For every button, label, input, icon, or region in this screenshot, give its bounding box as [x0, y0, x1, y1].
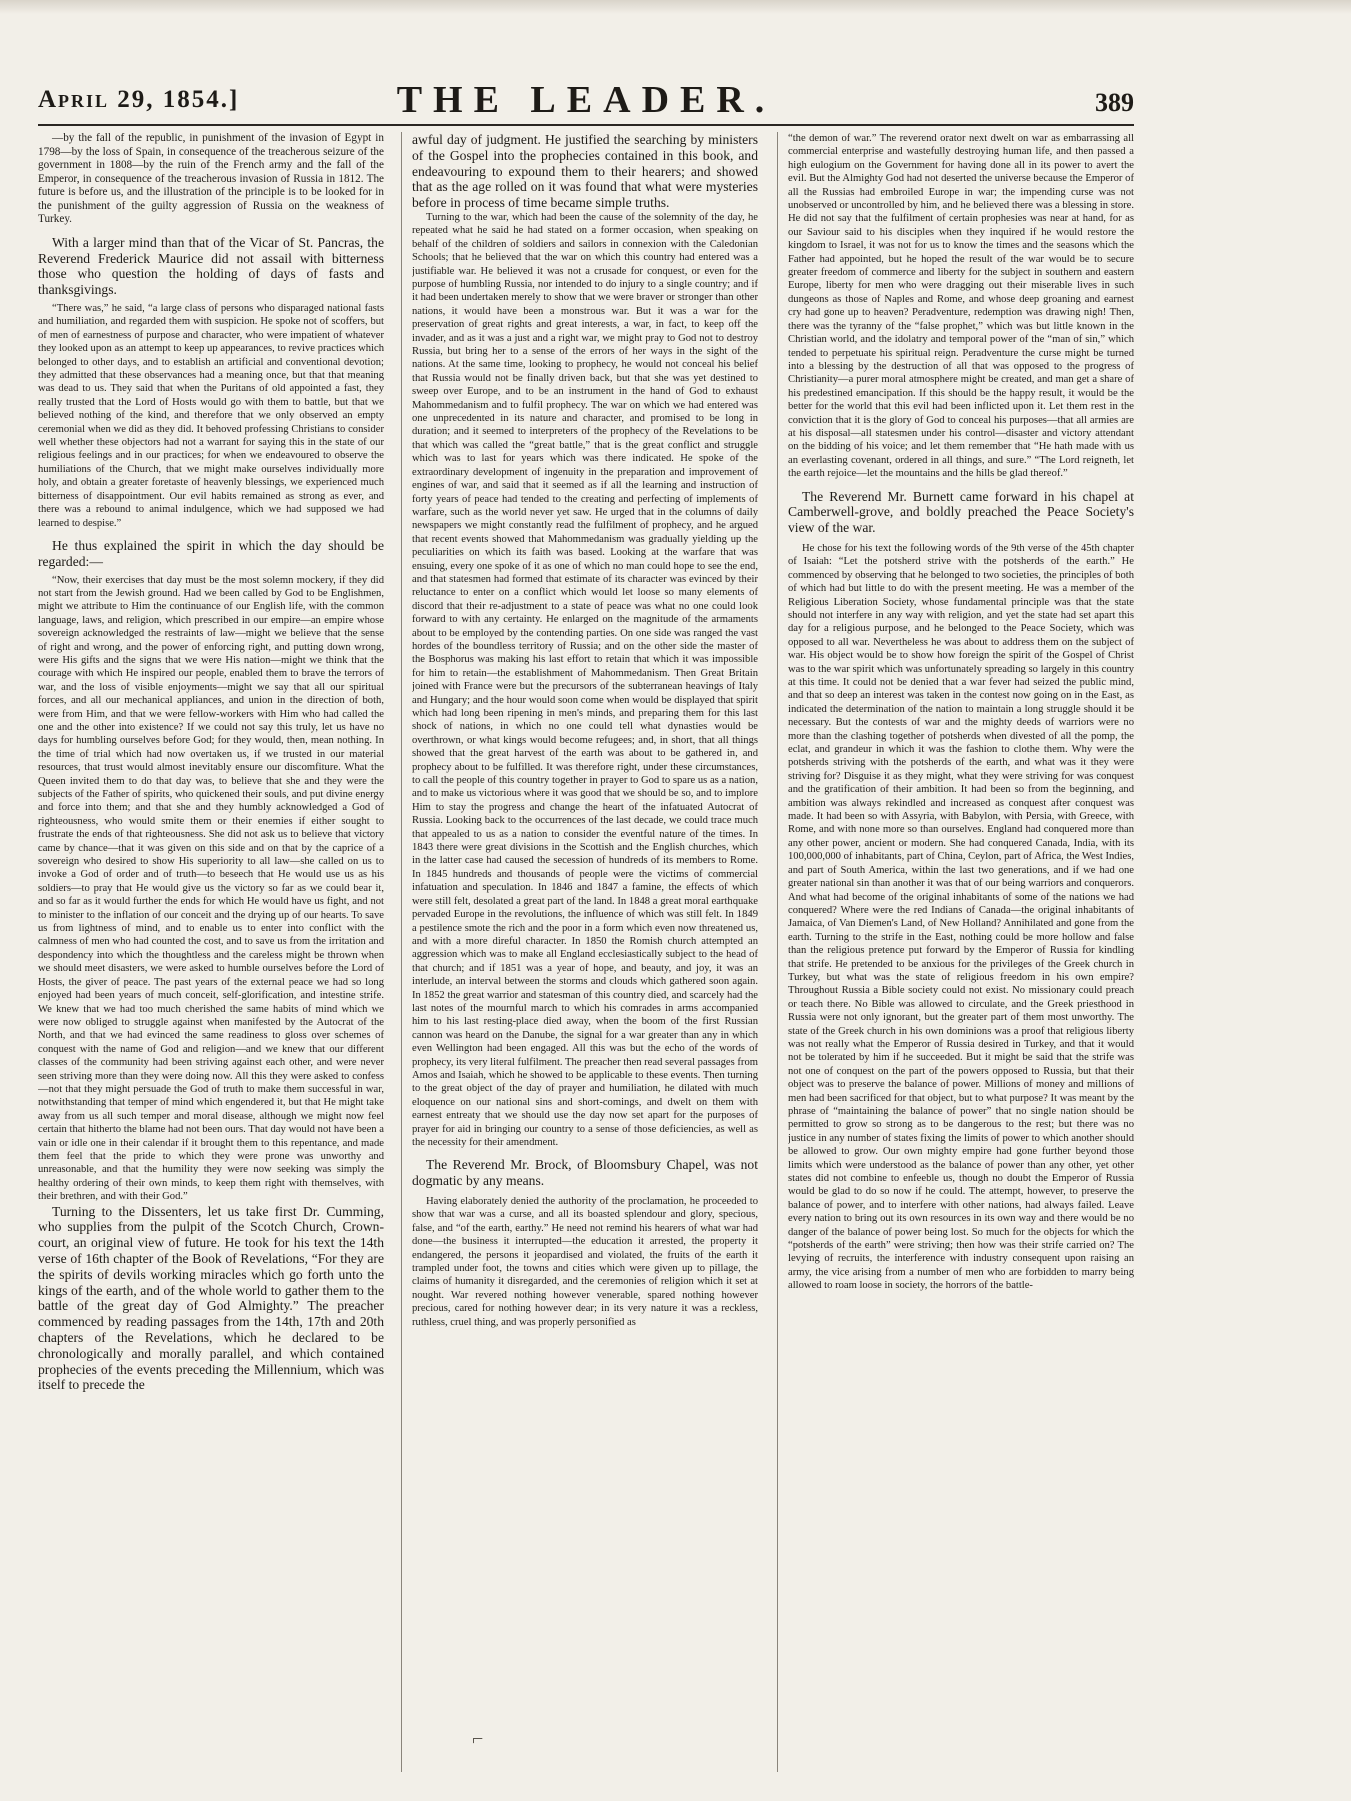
column-3	[788, 132, 1134, 1782]
paragraph-quotenoindent: “the demon of war.” The reverend orator next dwelt on war as embarrassing all commercial enterprise and wastefully destroying human life, and then passed a high eulogium on the Government for having done all in its power to avert the evil. But the Almighty God had not deserted the universe because the Emperor of all the Russias had embroiled Europe in war; the impending curse was not unobserved or uncontrolled by him, and he believed there was a blessing in store. He did not say that the fulfilment of certain prophesies was near at hand, for as our Saviour said to his disciples when they inquired if he would restore the kingdom to Israel, it was not for us to know the times and the seasons which the Father had appointed, but he hoped the result of the war would be to secure greater freedom of commerce and liberty for the subject in southern and eastern Europe, liberty for men who were dragging out their miserable lives in such dungeons as those of Naples and Rome, and whose deep groaning and earnest cry had gone up to heaven? Peradventure, redemption was drawing nigh! Then, there was the tyranny of the “false prophet,” which was but little known in the Christian world, and the idolatry and temporal power of the “man of sin,” which tended to perpetuate his spiritual reign. Peradventure the curse might be turned into a blessing by the destruction of all that was opposed to the progress of Christianity—a purer moral atmosphere might be created, and man get a share of his predestined emancipation. If this should be the happy result, it would be the better for the world that this evil had been inflicted upon it. Let them rest in the conviction that it is the glory of God to conceal his purposes—that all armies are at his disposal—all statesmen under his control—disaster and victory attendant on the bidding of his voice; and let them remember that “He hath made with us an everlasting covenant, ordered in all things, and sure.” “The Lord reigneth, let the earth rejoice—let the mountains and the hills be glad thereof.”	[788, 133, 1134, 480]
paragraph-lead: He thus explained the spirit in which the day should be regarded:—	[38, 537, 384, 569]
paragraph-text: —by the fall of the republic, in punishment of the invasion of Egypt in 1798—by the loss of Spain, in consequence of the treacherous seizure of the government in 1808—by the ruin of the French army and the fall of the Emperor, in consequence of the treacherous invasion of Russia in 1812. The future is before us, and the illustration of the principle is to be looked for in the punishment of the guilty aggression of Russia on the weakness of Turkey.	[38, 132, 384, 226]
paragraph-subhead: The Reverend Mr. Brock, of Bloomsbury Chapel, was not dogmatic by any means.	[412, 1157, 758, 1189]
column-divider	[777, 132, 778, 1772]
paragraph-lead: With a larger mind than that of the Vicar of St. Pancras, the Reverend Frederick Maurice did not assail with bitterness those who question the holding of days of fasts and thanksgivings.	[38, 234, 384, 298]
paragraph-bignoindent: awful day of judgment. He justified the searching by ministers of the Gospel into the prophecies contained in this book, and endeavouring to expound them to their hearers; and showed that as the age rolled on it was found that what were mysteries before in process of time became simple truths.	[412, 132, 758, 211]
paragraph-quote: “There was,” he said, “a large class of persons who disparaged national fasts and humiliation, and regarded them with suspicion. He spoke not of scoffers, but of men of earnestness of purpose and character, who were impatient of whatever they looked upon as an attempt to keep up appearances, to revive practices which belonged to other days, and to establish an artificial and conventional devotion; they admitted that these observances had a meaning once, but that that meaning was dead to us. They said that when the Puritans of old appointed a fast, they really trusted that the Lord of Hosts would go with them to battle, but that we believed nothing of the kind, and therefore that we only observed an empty ceremonial when we did as they did. It behoved professing Christians to consider well whether these objectors had not a warrant for saying this in the state of our religious feelings and in our practices; for when we endeavoured to observe the humiliations of the Church, that we might make ourselves individually more holy, and obtain a greater foretaste of heavenly blessings, we experienced much bitterness of disappointment. Our evil habits remained as strong as ever, and there was a rebound to animal indulgence, which we had supposed we had learned to despise.”	[38, 303, 384, 529]
column-2	[412, 132, 758, 1782]
paragraph-big: Turning to the Dissenters, let us take first Dr. Cumming, who supplies from the pulpit of the Scotch Church, Crown-court, an original view of future. He took for his text the 14th verse of 16th chapter of the Book of Revelations, “For they are the spirits of devils working miracles which go forth unto the kings of the earth, and of the whole world to gather them to the battle of the great day of God Almighty.” The preacher commenced by reading passages from the 14th, 17th and 20th chapters of the Revelations, which he declared to be chronologically and morally parallel, and which contained prophecies of the events preceding the Millennium, which was itself to precede the	[38, 1203, 384, 1393]
column-divider	[401, 132, 402, 1772]
stray-mark: ⌐	[472, 1728, 484, 1750]
column-1	[38, 132, 384, 1782]
page-number: 389	[1095, 88, 1134, 117]
paragraph-quote: He chose for his text the following words of the 9th verse of the 45th chapter of Isaiah: “Let the potsherd strive with the potsherds of the earth.” He commenced by observing that he belonged to two societies, the principles of both of which had but little to do with the present meeting. He was a member of the Religious Liberation Society, whose fundamental principle was that the state should not interfere in any way with religion, and yet the state had set apart this day for a religious purpose, and he belonged to the Peace Society, which was opposed to all war. Nevertheless he was about to address them on the subject of war. His object would be to show how foreign the spirit of the Gospel of Christ was to the war spirit which was unfortunately spreading so largely in this country at this time. It could not be denied that a war fever had seized the public mind, and that so deep an interest was taken in the contest now going on in the East, as indicated the determination of the nation to maintain a long struggle should it be necessary. But the contests of war and the mighty deeds of warriors were no more than the clashing together of potsherds when divested of all the pomp, the eclat, and grandeur in which it was the fashion to clothe them. Why were the potsherds striving with the potsherds of the earth, and what was it they were striving for? Disguise it as they might, what they were striving for was conquest and the gratification of their ambition. It had been so from the beginning, and ambition was always rekindled and increased as conquest after conquest was made. It had been so with Assyria, with Babylon, with Persia, with Greece, with Rome, and with none more so than ourselves. England had conquered more than any other power, ancient or modern. She had conquered Canada, India, with its 100,000,000 of inhabitants, part of China, Ceylon, part of Africa, the West Indies, and part of South America, within the last two generations, and if we had one greater national sin than another it was that of our being warriors and conquerors. And what had become of the original inhabitants of some of the nations we had conquered? Where were the red Indians of Canada—the original inhabitants of Jamaica, of Van Diemen's Land, of New Holland? Annihilated and gone from the earth. Turning to the strife in the East, nothing could be more hollow and false than the religious pretence put forward by the Emperor of Russia for kindling that strife. He pretended to be anxious for the privileges of the Greek church in Turkey, but what was the state of religious freedom in his own empire? Throughout Russia a Bible society could not exist. No missionary could preach or teach there. No Bible was allowed to circulate, and the Greek priesthood in Russia were not only ignorant, but the greater part of them most unworthy. The state of the Greek church in his own dominions was a proof that religious liberty was not really what the Emperor of Russia desired in Turkey, and that it would not be tolerated by him if he succeeded. But it might be said that the strife was not one of conquest on the part of the powers opposed to Russia, but that their object was to preserve the balance of power. Millions of money and millions of men had been sacrificed for that object, but to what purpose? It was meant by the phrase of “maintaining the balance of power” that no single nation should be permitted to grow so strong as to be dangerous to the rest; but there was no justice in any number of states fixing the limits of power to which another should be allowed to grow. Our own mighty empire had gone further beyond those limits which were understood as the balance of power than any other, yet other states did not combine to enfeeble us, though no doubt the Emperor of Russia would be glad to do so now if he could. The attempt, however, to preserve the balance of power, and to interfere with other nations, had always failed. Leave every nation to bring out its own resources in its own way and there would be no danger of the balance of power being lost. So much for the objects for which the “potsherds of the earth” were striving; then how was their strife carried on? The levying of recruits, the interference with industry consequent upon raising an army, the vice arising from a number of men who are forbidden to marry being allowed to roam loose in society, the horrors of the battle-	[788, 542, 1134, 1292]
page-top-edge	[0, 0, 1351, 14]
paragraph-quote: “Now, their exercises that day must be the most solemn mockery, if they did not start from the Jewish ground. Had we been called by God to be Englishmen, might we attribute to Him the continuance of our English life, with the common language, laws, and religion, which prescribed in our empire—an empire whose sovereign acknowledged the restraints of law—might we believe that the sense of right and wrong, and the power of enforcing right, and putting down wrong, were His gifts and the signs that we were His nation—might we think that the courage with which He inspired our people, enabled them to brave the terrors of war, and the loss of visible enjoyments—might we say that all our spiritual forces, and all our mechanical appliances, and union in the direction of both, were from Him, and that we were fellow-workers with Him who had called the one and the other into existence? If we could not say this truly, let us have no days for humbling ourselves before God; for they would, then, mean nothing. In the time of trial which had now overtaken us, if we trusted in our material resources, that trust would almost inevitably ensure our discomfiture. What the Queen invited them to do that day was, to believe that she and they were the subjects of the Father of spirits, who quickened their souls, and put divine energy and force into them; and that she and they humbly acknowledged a God of righteousness, who would smite them or their enemies if either sought to frustrate the ends of that righteousness. She did not ask us to believe that victory came by chance—that it was given on this side and on that by the caprice of a sovereign who desired to show His superiority to all law—she called on us to invoke a God of order and of truth—to beseech that He would use us as his soldiers—to pray that He would give us the victory so far as we could bear it, and so far as it would further the ends for which He would have us fight, and not to minister to the inflation of our conceit and the drying up of our hearts. To save us from lightness of mind, and to enable us to enter into conflict with the calmness of men who had counted the cost, and to save us from the irritation and despondency into which the thoughtless and the careless might be thrown when we should meet disasters, we were asked to humble ourselves before the Lord of Hosts, the giver of peace. The past years of the external peace we had so long enjoyed had been years of much conceit, self-glorification, and intestine strife. We knew that we had too much cherished the same habits of mind which we were now obliged to struggle against when manifested by the Autocrat of the North, and that we had evinced the same readiness to gloss over schemes of conquest with the name of God and religion—and we knew that our different classes of the community had been striving against each other, and were never seen striving more than they were doing now. All this they were asked to confess—not that they might persuade the God of truth to make them successful in war, notwithstanding that temper of mind which engendered it, but that He might take away from us all such temper and moral disease, although we might now feel certain that hitherto the blame had not been ours. That day would not have been a vain or idle one in their calendar if it brought them to this repentance, and made them feel that the pride to which they were prone was unworthy and unreasonable, and that the humility they were now seeking was simply the healthy ordering of their own minds, to keep them right with themselves, with their brethren, and with their God.”	[38, 574, 384, 1203]
issue-date: April 29, 1854.]	[38, 86, 240, 113]
masthead	[38, 76, 1134, 120]
paragraph-quote: Having elaborately denied the authority of the proclamation, he proceeded to show that war was a curse, and all its boasted splendour and glory, specious, false, and “of the earth, earthy.” He need not remind his hearers of what war had done—the business it interrupted—the education it arrested, the property it endangered, the persons it jeopardised and violated, the fruits of the earth it trampled under foot, the towns and cities which were given up to pillage, the claims of humanity it disregarded, and the ceremonies of religion which it set at nought. War revered nothing however venerable, spared nothing however precious, cared for nothing however dear; in its very nature it was a reckless, ruthless, cruel thing, and was properly personified as	[412, 1196, 758, 1328]
masthead-rule	[38, 124, 1134, 126]
newspaper-title: THE LEADER.	[396, 79, 776, 121]
paragraph-subhead: The Reverend Mr. Burnett came forward in his chapel at Camberwell-grove, and boldly preached the Peace Society's view of the war.	[788, 488, 1134, 536]
paragraph-quote: Turning to the war, which had been the cause of the solemnity of the day, he repeated what he said he had stated on a former occasion, when speaking on behalf of the children of soldiers and sailors in connexion with the Caledonian Schools; that he believed that the war on which this country had entered was a justifiable war. He believed it was not a crusade for conquest, or even for the purpose of humbling Russia, nor intended to do injury to a single country; and if it had been undertaken merely to show that we were braver or stronger than other nations, it would have been a monstrous war. But it was a war for the preservation of great rights and great interests, a war, in fact, to keep off the invader, and as it was a just and a right war, we might pray to God not to destroy Russia, but bring her to a sense of the errors of her ways in the sight of the nations. At the same time, looking to prophecy, he would not conceal his belief that Russia would not be finally driven back, but that she was yet destined to sweep over Europe, and to be an instrument in the hand of God to exhaust Mahommedanism and to fulfil prophecy. The war on which we had entered was one unprecedented in its nature and character, and promised to be long in duration; and it seemed to interpreters of the prophecy of the Revelations to be that which was called the “great battle,” that is the great conflict and struggle which was to last for years which was there indicated. He spoke of the extraordinary development of ingenuity in the preparation and improvement of engines of war, and said that it seemed as if all the learning and instruction of forty years of peace had tended to the creating and perfecting of implements of warfare, such as the world never yet saw. He urged that in the columns of daily newspapers we might constantly read the fulfilment of prophecy, and he argued that recent events showed that Mahommedanism was gradually yielding up the peculiarities on which its faith was based. Looking at the warfare that was ensuing, every one spoke of it as one of which no man could hope to see the end, and that statesmen had formed that estimate of its character was evinced by their reluctance to enter on a conflict which would let loose so many elements of discord that their re-adjustment to a state of peace was what no one could look forward to with any certainty. He enlarged on the magnitude of the armaments about to be employed by the contending parties. On one side was ranged the vast hordes of the boundless territory of Russia; and on the other side the master of the Bosphorus was making his last effort to retain that which it was impossible for him to retain—the establishment of Mahommedanism. Then Great Britain joined with France were but the precursors of the subterranean heavings of Italy and Hungary; and the hour would soon come when would be displayed that spirit which had long been ripening in men's minds, and preparing them for this last shock of nations, in which no one could tell what dynasties would be overthrown, or what kings would become refugees; and, in short, that all things showed that the great harvest of the earth was about to be gathered in, and prophecy about to be fulfilled. It was therefore right, under these circumstances, to call the people of this country together in prayer to God to spare us as a nation, and to make us victorious where it was good that we should be so, and to implore Him to stay the progress and change the heart of the infatuated Autocrat of Russia. Looking back to the occurrences of the last decade, we could trace much that appealed to us as a nation to consider the eventful nature of the times. In 1843 there were great divisions in the Scottish and the English churches, which in the latter case had caused the secession of hundreds of its members to Rome. In 1845 hundreds and thousands of people were the victims of commercial infatuation and speculation. In 1846 and 1847 a famine, the effects of which were still felt, desolated a great part of the land. In 1848 a great moral earthquake pervaded Europe in the revolutions, the influence of which was still felt. In 1849 a pestilence smote the rich and the poor in a form which even now threatened us, and with a more direful character. In 1850 the Romish church attempted an aggression which was to make all England ecclesiastically subject to the head of that church; and if 1851 was a year of hope, and beauty, and joy, it was an interlude, an interval between the storms and clouds which gathered soon again. In 1852 the great warrior and statesman of this country died, and scarcely had the last notes of the mournful march to which his comrades in arms accompanied him to his last resting-place died away, when the boom of the first Russian cannon was heard on the Danube, the signal for a war greater than any in which even Wellington had been engaged. All this was but the echo of the words of prophecy, its very literal fulfilment. The preacher then read several passages from Amos and Isaiah, which he showed to be applicable to these events. Then turning to the great object of the day of prayer and humiliation, he dilated with much eloquence on our national sins and short-comings, and dwelt on them with earnest entreaty that we should use the day now set apart for the purposes of prayer for aid in bringing our country to a sense of those deficiencies, as well as the necessity for their amendment.	[412, 211, 758, 1149]
